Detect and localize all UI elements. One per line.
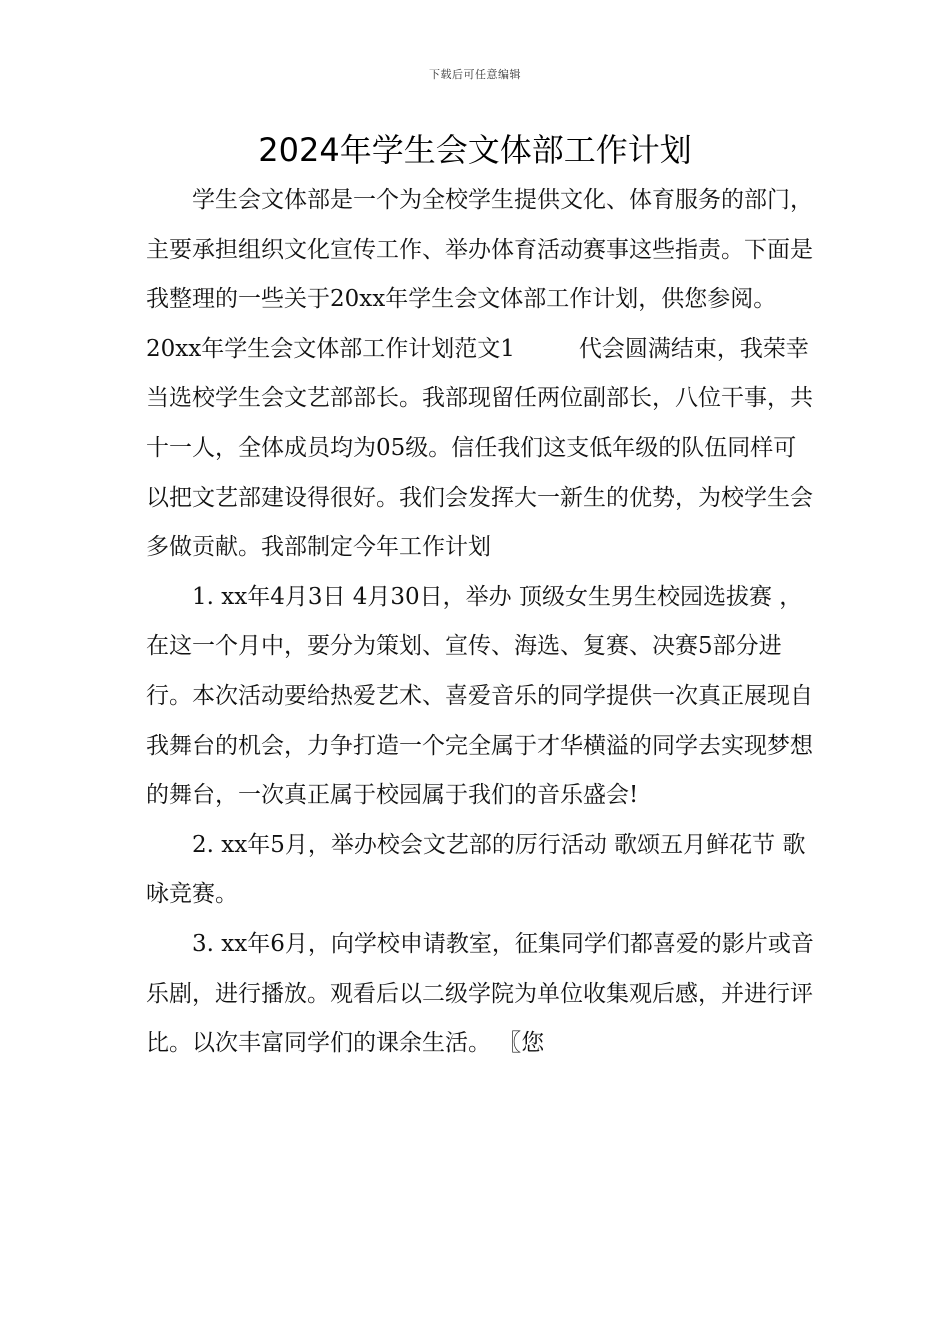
document-title: 2024年学生会文体部工作计划 xyxy=(258,131,692,169)
section-body: 代会圆满结束，我荣幸当选校学生会文艺部部长。我部现留任两位副部长，八位干事，共十一人，全体成员均为05级。信任我们这支低年级的队伍同样可以把文艺部建设得很好。我们会发挥大一新生的优势，为校学生会多做贡献。我部制定今年工作计划 xyxy=(146,335,813,561)
section-heading: 20xx年学生会文体部工作计划范文1 xyxy=(146,335,515,362)
plan-item-2: 2. xx年5月，举办校会文艺部的厉行活动 歌颂五月鲜花节 歌咏竞赛。 xyxy=(146,831,806,908)
plan-item-1: 1. xx年4月3日 4月30日，举办 顶级女生男生校园选拔赛 ，在这一个月中，要分为策划、宣传、海选、复赛、决赛5部分进行。本次活动要给热爱艺术、喜爱音乐的同学提供一次真正展现自我舞台的机会，力争打造一个完全属于才华横溢的同学去实现梦想的舞台，一次真正属于校园属于我们的音乐盛会! xyxy=(146,583,813,809)
intro-paragraph: 学生会文体部是一个为全校学生提供文化、体育服务的部门，主要承担组织文化宣传工作、举办体育活动赛事这些指责。下面是我整理的一些关于20xx年学生会文体部工作计划，供您参阅。 xyxy=(146,187,813,313)
header-note: 下载后可任意编辑 xyxy=(429,68,521,81)
document-body xyxy=(146,176,816,1069)
section-paragraph xyxy=(146,325,816,573)
plan-item-3: 3. xx年6月，向学校申请教室，征集同学们都喜爱的影片或音乐剧，进行播放。观看后以二级学院为单位收集观后感，并进行评比。以次丰富同学们的课余生活。 〖您 xyxy=(146,930,814,1057)
